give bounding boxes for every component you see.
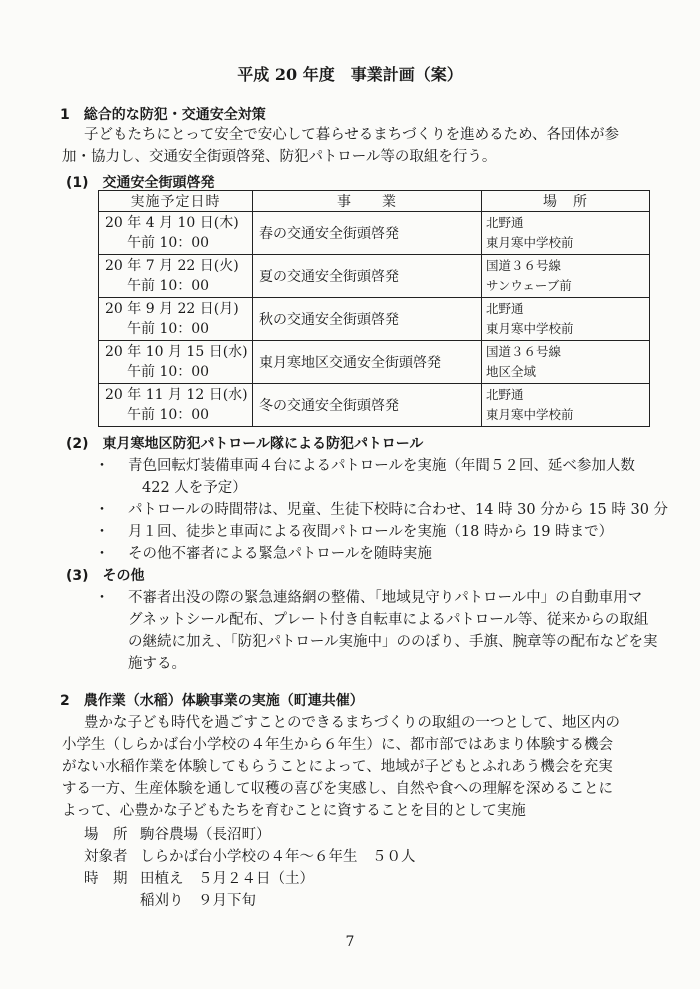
bullet-mark: ・	[94, 590, 110, 606]
sub2-heading: (2) 東月寒地区防犯パトロール隊による防犯パトロール	[66, 436, 424, 452]
row-project: 冬の交通安全街頭啓発	[253, 384, 482, 427]
row-place-cell	[482, 341, 650, 384]
period-label: 時 期	[84, 871, 128, 887]
other-line3: の継続に加え、「防犯パトロール実施中」ののぼり、手旗、腕章等の配布などを実	[128, 634, 658, 650]
row-place-cell	[482, 212, 650, 255]
row-time: 午前 10：00	[127, 321, 210, 337]
row-date-cell	[99, 384, 253, 427]
sub3-heading: (3) その他	[66, 568, 145, 584]
row-time: 午前 10：00	[127, 407, 210, 423]
patrol-bullet-1-line2: 422 人を予定）	[142, 480, 247, 496]
section1-heading: 1 総合的な防犯・交通安全対策	[60, 107, 266, 123]
patrol-bullet-4	[92, 543, 432, 565]
place-value: 駒谷農場（長沼町）	[140, 827, 271, 843]
patrol-bullet-3-text: 月１回、徒歩と車両による夜間パトロールを実施（18 時から 19 時まで）	[128, 524, 614, 540]
row-date: 20 年 9 月 22 日(月)	[105, 301, 239, 317]
patrol-bullet-1-line1: 青色回転灯装備車両４台によるパトロールを実施（年間５２回、延べ参加人数	[128, 458, 635, 474]
table-row	[99, 341, 650, 384]
row-date-cell	[99, 341, 253, 384]
row-time: 午前 10：00	[127, 235, 210, 251]
row-date-cell	[99, 255, 253, 298]
row-place-cell	[482, 255, 650, 298]
row-place2: 東月寒中学校前	[486, 235, 574, 250]
row-place1: 北野通	[486, 215, 524, 230]
section1-intro-line2: 加・協力し、交通安全街頭啓発、防犯パトロール等の取組を行う。	[62, 149, 497, 165]
row-place2: 東月寒中学校前	[486, 407, 574, 422]
target-value: しらかば台小学校の４年～６年生 ５０人	[140, 849, 416, 865]
schedule-header-row	[99, 191, 650, 212]
page-number: 7	[345, 934, 355, 950]
patrol-bullet-2	[92, 499, 668, 521]
row-project: 春の交通安全街頭啓発	[253, 212, 482, 255]
section2-line5: よって、心豊かな子どもたちを育むことに資することを目的として実施	[62, 803, 526, 819]
row-place-cell	[482, 298, 650, 341]
table-row	[99, 255, 650, 298]
bullet-mark: ・	[94, 546, 110, 562]
other-line2: グネットシール配布、プレート付き自転車によるパトロール等、従来からの取組	[128, 612, 649, 628]
row-project: 東月寒地区交通安全街頭啓発	[253, 341, 482, 384]
patrol-bullet-4-text: その他不審者による緊急パトロールを随時実施	[128, 546, 432, 562]
table-row	[99, 384, 650, 427]
section2-line2: 小学生（しらかば台小学校の４年生から６年生）に、都市部ではあまり体験する機会	[62, 737, 613, 753]
period-value-harvest: 稲刈り ９月下旬	[140, 893, 256, 909]
row-time: 午前 10：00	[127, 364, 210, 380]
target-label: 対象者	[84, 849, 128, 865]
patrol-bullet-3	[92, 521, 613, 543]
section2-line3: がない水稲作業を体験してもらうことによって、地域が子どもとふれあう機会を充実	[62, 759, 613, 775]
row-place1: 北野通	[486, 301, 524, 316]
row-place2: 地区全域	[486, 364, 537, 379]
other-line4: 施する。	[128, 656, 186, 672]
row-place1: 国道３６号線	[486, 344, 562, 359]
table-row	[99, 298, 650, 341]
header-project: 事 業	[253, 191, 482, 212]
section2-line4: する一方、生産体験を通して収穫の喜びを実感し、自然や食への理解を深めることに	[62, 781, 613, 797]
row-date-cell	[99, 212, 253, 255]
patrol-bullet-1	[92, 455, 635, 477]
row-project: 夏の交通安全街頭啓発	[253, 255, 482, 298]
section2-heading: 2 農作業（水稲）体験事業の実施（町連共催）	[60, 693, 364, 709]
row-time: 午前 10：00	[127, 278, 210, 294]
row-place1: 北野通	[486, 387, 524, 402]
row-date: 20 年 11 月 12 日(水)	[105, 387, 248, 403]
period-value-planting: 田植え ５月２４日（土）	[140, 871, 314, 887]
place-label: 場 所	[84, 827, 128, 843]
row-date: 20 年 10 月 15 日(水)	[105, 344, 248, 360]
patrol-bullet-2-text: パトロールの時間帯は、児童、生徒下校時に合わせ、14 時 30 分から 15 時 30 分	[128, 502, 669, 518]
other-bullet	[92, 587, 642, 609]
header-date: 実施予定日時	[99, 191, 253, 212]
bullet-mark: ・	[94, 458, 110, 474]
row-place2: 東月寒中学校前	[486, 321, 574, 336]
page-title: 平成 20 年度 事業計画（案）	[237, 65, 463, 84]
row-place-cell	[482, 384, 650, 427]
row-date: 20 年 4 月 10 日(木)	[105, 215, 239, 231]
row-project: 秋の交通安全街頭啓発	[253, 298, 482, 341]
header-place: 場 所	[482, 191, 650, 212]
bullet-mark: ・	[94, 524, 110, 540]
row-date: 20 年 7 月 22 日(火)	[105, 258, 239, 274]
sub1-heading: (1) 交通安全街頭啓発	[66, 175, 215, 191]
section2-line1: 豊かな子ども時代を過ごすことのできるまちづくりの取組の一つとして、地区内の	[84, 715, 621, 731]
row-place1: 国道３６号線	[486, 258, 562, 273]
row-date-cell	[99, 298, 253, 341]
row-place2: サンウェーブ前	[486, 278, 572, 293]
section1-intro-line1: 子どもたちにとって安全で安心して暮らせるまちづくりを進めるため、各団体が参	[84, 127, 620, 143]
bullet-mark: ・	[94, 502, 110, 518]
other-line1: 不審者出没の際の緊急連絡網の整備、「地域見守りパトロール中」の自動車用マ	[128, 590, 643, 606]
schedule-table	[98, 190, 650, 427]
table-row	[99, 212, 650, 255]
